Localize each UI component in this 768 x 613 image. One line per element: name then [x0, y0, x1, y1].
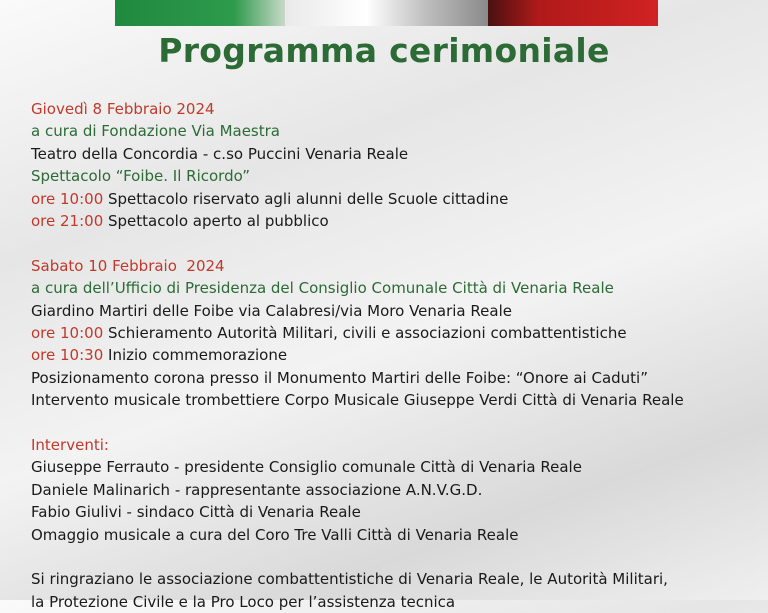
speaker-line: Giuseppe Ferrauto - presidente Consiglio comunale Città di Venaria Reale	[31, 458, 582, 477]
event2-note: Intervento musicale trombettiere Corpo Musicale Giuseppe Verdi Città di Venaria Reale	[31, 391, 684, 410]
event1-item	[31, 210, 748, 232]
event2-item-time: ore 10:30	[31, 346, 104, 365]
event2-item-text: Schieramento Autorità Militari, civili e associazioni combattentistiche	[103, 324, 627, 343]
event2-note: Posizionamento corona presso il Monumento Martiri delle Foibe: “Onore ai Caduti”	[31, 368, 648, 387]
event1-date: Giovedì 8 Febbraio 2024	[31, 100, 215, 118]
event1-item-time: ore 10:00	[31, 189, 104, 208]
spacer	[31, 546, 748, 568]
spacer	[31, 232, 748, 254]
event1-show: Spettacolo “Foibe. Il Ricordo”	[31, 167, 251, 186]
spacer	[31, 412, 748, 434]
event1-item-text: Spettacolo aperto al pubblico	[103, 212, 329, 231]
event2-item-time: ore 10:00	[31, 324, 104, 343]
speaker-line: Fabio Giulivi - sindaco Città di Venaria Reale	[31, 503, 361, 522]
event2-venue: Giardino Martiri delle Foibe via Calabresi/via Moro Venaria Reale	[31, 301, 512, 320]
event2-date: Sabato 10 Febbraio 2024	[31, 256, 225, 275]
event1-organizer: a cura di Fondazione Via Maestra	[31, 122, 280, 141]
flag-green-stripe	[115, 0, 285, 26]
italian-flag-banner	[115, 0, 658, 26]
event2-item	[31, 322, 748, 344]
thanks-line: la Protezione Civile e la Pro Loco per l’assistenza tecnica	[31, 592, 456, 611]
speaker-line: Omaggio musicale a cura del Coro Tre Valli Città di Venaria Reale	[31, 525, 519, 544]
page-title: Programma cerimoniale	[158, 31, 610, 70]
event1-item	[31, 188, 748, 210]
event1-item-time: ore 21:00	[31, 212, 104, 231]
flag-white-stripe	[285, 0, 489, 26]
event2-item	[31, 344, 748, 366]
flag-red-stripe	[488, 0, 658, 26]
thanks-line: Si ringraziano le associazione combattentistiche di Venaria Reale, le Autorità Militari,	[31, 570, 668, 589]
speaker-line: Daniele Malinarich - rappresentante associazione A.N.V.G.D.	[31, 480, 483, 499]
interventi-heading: Interventi:	[31, 436, 109, 455]
program-content	[31, 98, 748, 613]
event1-item-text: Spettacolo riservato agli alunni delle Scuole cittadine	[103, 189, 509, 208]
event2-organizer: a cura dell’Ufficio di Presidenza del Consiglio Comunale Città di Venaria Reale	[31, 279, 614, 298]
event2-item-text: Inizio commemorazione	[103, 346, 288, 365]
event1-venue: Teatro della Concordia - c.so Puccini Venaria Reale	[31, 144, 409, 163]
